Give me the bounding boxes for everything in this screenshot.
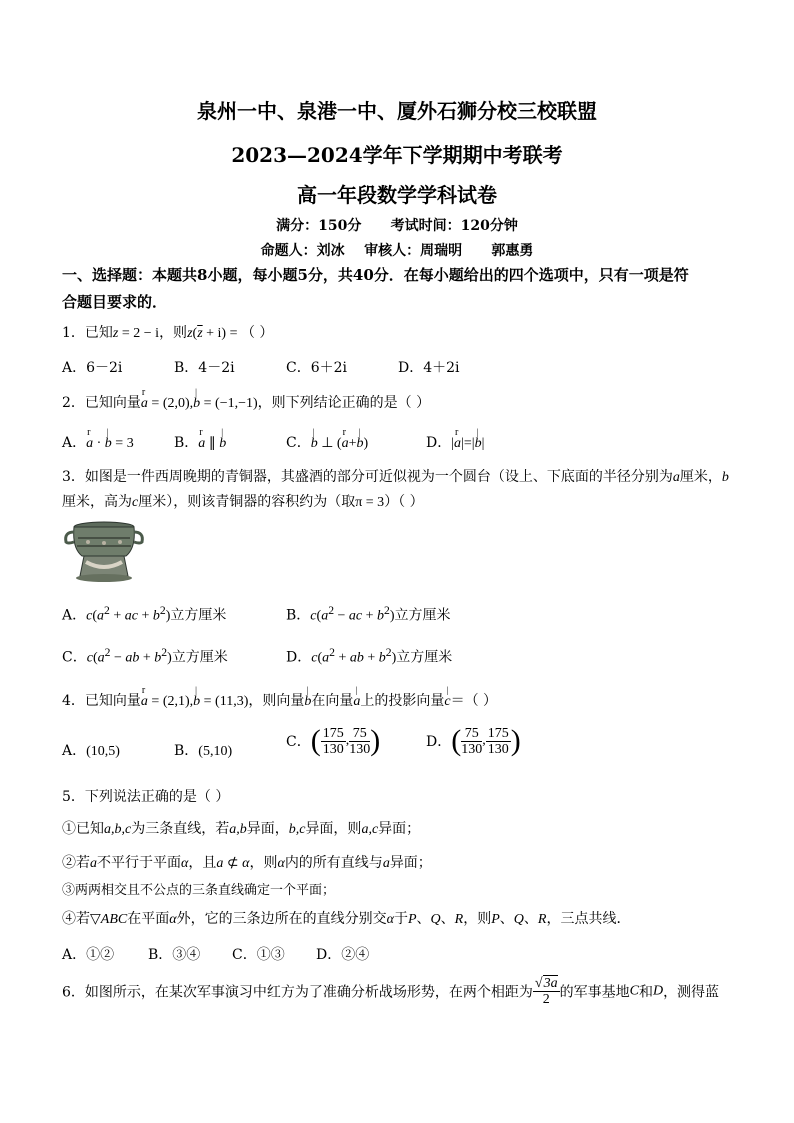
title-line-3: 高一年段数学学科试卷 bbox=[297, 183, 497, 207]
bronze-vessel-image bbox=[62, 518, 146, 584]
title-line-1: 泉州一中、泉港一中、厦外石狮分校三校联盟 bbox=[197, 99, 597, 123]
q1-option-b: B．4－2i bbox=[174, 360, 235, 376]
q2-prefix: 2．已知向量 bbox=[62, 395, 141, 411]
question-5: 5．下列说法正确的是（ ） bbox=[62, 789, 230, 805]
q4-option-c: C．( $\frac{175}{130}$ , $\frac{75}{130}$ ) bbox=[286, 724, 381, 757]
q1-option-d: D．4＋2i bbox=[398, 360, 460, 376]
q5-statement-4: ④若▽ABC在平面α外，它的三条边所在的直线分别交α于P、Q、R，则P、Q、R，三点共线． bbox=[62, 911, 631, 927]
q1-option-c: C．6＋2i bbox=[286, 360, 348, 376]
q5-statement-3: ③两两相交且不公点的三条直线确定一个平面； bbox=[62, 883, 336, 898]
q4-option-b: B．(5,10) bbox=[174, 743, 233, 759]
q5-option-c: C．①③ bbox=[232, 947, 285, 963]
section-heading-line-1: 一、选择题：本题共8小题，每小题5分，共40分．在每小题给出的四个选项中，只有一项是符 bbox=[62, 266, 689, 284]
q3-option-d: D．$c(a^2$ + ab + $b^2$)立方厘米 bbox=[286, 646, 453, 666]
q1-blank: （ ） bbox=[240, 325, 274, 341]
question-1: 1．已知z = 2 − i，则$z(\overline{z} + i)$ = （ ） bbox=[62, 325, 274, 341]
q3-option-a: A．$c(a^2$ + ac + $b^2$)立方厘米 bbox=[62, 604, 227, 624]
section-heading-line-2: 合题目要求的． bbox=[62, 293, 168, 311]
q1-suffix: ，则 bbox=[159, 325, 188, 341]
q2-option-c: C．| b ⊥ (r a+| b) bbox=[286, 432, 368, 452]
q4-option-d: D．( $\frac{75}{130}$ , $\frac{175}{130}$ ) bbox=[426, 724, 521, 757]
q1-prefix: 1．已知 bbox=[62, 325, 113, 341]
q5-statement-2: ②若a不平行于平面α，且a ⊄ α，则α内的所有直线与a异面； bbox=[62, 855, 432, 871]
question-6: 6．如图所示，在某次军事演习中红方为了准确分析战场形势，在两个相距为 $\frac{√3a}{2}$ 的军事基地C和D，测得蓝 bbox=[62, 976, 720, 1007]
q2-option-d: D．|r a|=|| b| bbox=[426, 432, 484, 452]
q4-option-a: A．(10,5) bbox=[62, 743, 120, 759]
authors: 命题人：刘冰 审核人：周瑞明 郭惠勇 bbox=[260, 243, 534, 259]
question-2: 2．已知向量r a = (2,0),| b = (−1,−1)，则下列结论正确的是（ ） bbox=[62, 392, 430, 412]
question-3-line-1: 3．如图是一件西周晚期的青铜器，其盛酒的部分可近似视为一个圆台（设上、下底面的半径分别为a厘米，b bbox=[62, 469, 729, 485]
q3-option-b: B．$c(a^2$ − ac + $b^2$)立方厘米 bbox=[286, 604, 451, 624]
q5-option-a: A．①② bbox=[62, 947, 115, 963]
q2-option-a: A．r a · | b = 3 bbox=[62, 432, 134, 452]
q2-suffix: ，则下列结论正确的是（ ） bbox=[257, 395, 431, 411]
q5-option-b: B．③④ bbox=[148, 947, 201, 963]
question-3-line-2: 厘米，高为c厘米），则该青铜器的容积约为（取π = 3）（ ） bbox=[62, 494, 424, 510]
title-line-2: 2023—2024学年下学期期中考联考 bbox=[231, 143, 563, 167]
score-time: 满分：150分 考试时间：120分钟 bbox=[276, 218, 518, 234]
q2-option-b: B．r a ∥ | b bbox=[174, 432, 226, 452]
q5-option-d: D．②④ bbox=[316, 947, 370, 963]
question-4: 4．已知向量r a = (2,1),| b = (11,3)，则向量| b在向量| a上的投影向量| c＝（ ） bbox=[62, 690, 497, 710]
q3-option-c: C．$c(a^2$ − ab + $b^2$)立方厘米 bbox=[62, 646, 228, 666]
q1-option-a: A．6－2i bbox=[62, 360, 123, 376]
q5-statement-1: ①已知a,b,c为三条直线，若a,b异面，b,c异面，则a,c异面； bbox=[62, 821, 421, 837]
